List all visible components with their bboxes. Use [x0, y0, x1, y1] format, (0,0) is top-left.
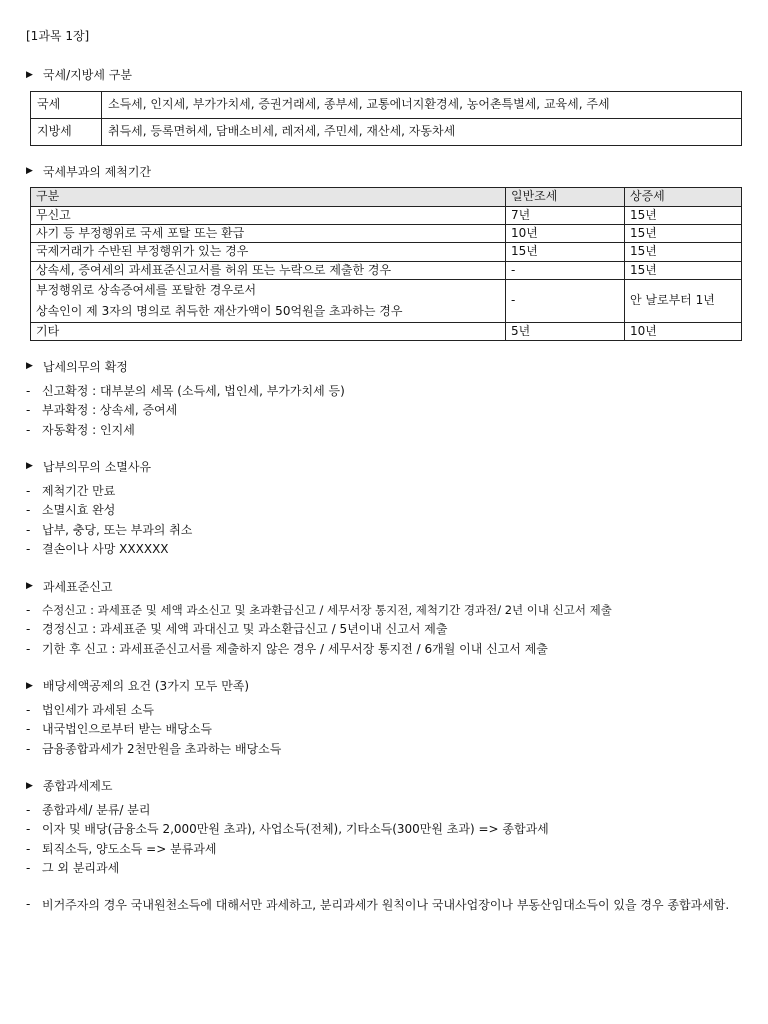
dash-marker: -	[26, 822, 31, 837]
list-item-text: 신고확정 : 대부분의 세목 (소득세, 법인세, 부가가치세 등)	[42, 383, 345, 398]
table-cell: 15년	[625, 224, 742, 242]
dash-marker: -	[26, 403, 31, 418]
list-item-text: 법인세가 과세된 소득	[42, 702, 154, 717]
triangle-bullet-icon: ▶	[26, 69, 33, 80]
exclusion-period-table	[30, 187, 742, 341]
table-cell: 기타	[31, 322, 506, 340]
section-heading-tax-determination	[26, 359, 742, 376]
list	[26, 702, 742, 761]
table-cell: 지방세	[31, 118, 102, 145]
list-item	[26, 422, 742, 442]
list-item	[26, 702, 742, 722]
table-row	[31, 261, 742, 279]
section-title: 과세표준신고	[42, 579, 113, 594]
section-heading-tax-classification	[26, 67, 742, 84]
list-item-text: 수정신고 : 과세표준 및 세액 과소신고 및 초과환급신고 / 세무서장 통지전, 제척기간 경과전/ 2년 이내 신고서 제출	[42, 602, 612, 617]
section-title: 배당세액공제의 요건 (3가지 모두 만족)	[42, 679, 250, 694]
section-title: 국세/지방세 구분	[42, 68, 132, 83]
list-item	[26, 541, 742, 561]
cell-line: 부정행위로 상속증여세를 포탈한 경우로서	[36, 283, 257, 298]
dash-marker: -	[26, 602, 31, 617]
list-item	[26, 402, 742, 422]
list-item-text: 제척기간 만료	[42, 483, 116, 498]
list	[26, 483, 742, 561]
table-cell: 10년	[625, 322, 742, 340]
table-header-cell: 구분	[31, 188, 506, 206]
table-row	[31, 280, 742, 323]
tax-classification-table	[30, 91, 742, 146]
section-title: 납세의무의 확정	[42, 360, 128, 375]
table-cell: -	[506, 280, 625, 323]
list-item	[26, 721, 742, 741]
dash-marker: -	[26, 422, 31, 437]
table-header-cell: 상증세	[625, 188, 742, 206]
list-item	[26, 383, 742, 403]
dash-marker: -	[26, 542, 31, 557]
dash-marker: -	[26, 641, 31, 656]
list	[26, 602, 742, 661]
table-cell: 취득세, 등록면허세, 담배소비세, 레저세, 주민세, 재산세, 자동차세	[102, 118, 742, 145]
section-heading-global-taxation	[26, 778, 742, 795]
list-item-text: 퇴직소득, 양도소득 => 분류과세	[42, 841, 217, 856]
section-heading-extinction-reasons	[26, 459, 742, 476]
triangle-bullet-icon: ▶	[26, 361, 33, 372]
list-item	[26, 602, 742, 622]
list-item	[26, 641, 742, 661]
triangle-bullet-icon: ▶	[26, 680, 33, 691]
dash-marker: -	[26, 383, 31, 398]
list-item-text: 금융종합과세가 2천만원을 초과하는 배당소득	[42, 741, 282, 756]
table-cell: 7년	[506, 206, 625, 224]
table-cell: 15년	[625, 206, 742, 224]
list-item-text: 기한 후 신고 : 과세표준신고서를 제출하지 않은 경우 / 세무서장 통지전 / 6개월 이내 신고서 제출	[42, 641, 548, 656]
dash-marker: -	[26, 722, 31, 737]
table-row	[31, 322, 742, 340]
note-text: 비거주자의 경우 국내원천소득에 대해서만 과세하고, 분리과세가 원칙이나 국내사업장이나 부동산임대소득이 있을 경우 종합과세함.	[42, 897, 730, 912]
list-item	[26, 802, 742, 822]
list-item	[26, 522, 742, 542]
list-item-text: 경정신고 : 과세표준 및 세액 과대신고 및 과소환급신고 / 5년이내 신고서 제출	[42, 622, 448, 637]
table-header-row	[31, 188, 742, 206]
list-item	[26, 841, 742, 861]
list-item-text: 소멸시효 완성	[42, 503, 116, 518]
section-heading-dividend-credit	[26, 678, 742, 695]
dash-marker: -	[26, 896, 31, 911]
dash-marker: -	[26, 741, 31, 756]
list-item	[26, 502, 742, 522]
table-row	[31, 243, 742, 261]
table-row	[31, 224, 742, 242]
table-cell: -	[506, 261, 625, 279]
list-item-text: 부과확정 : 상속세, 증여세	[42, 403, 178, 418]
list-item-text: 이자 및 배당(금융소득 2,000만원 초과), 사업소득(전체), 기타소득(300만원 초과) => 종합과세	[42, 822, 549, 837]
section-heading-tax-base-report	[26, 579, 742, 596]
section-title: 종합과세제도	[42, 779, 113, 794]
table-cell: 안 날로부터 1년	[625, 280, 742, 323]
section-title: 국세부과의 제척기간	[42, 164, 152, 179]
dash-marker: -	[26, 522, 31, 537]
table-row	[31, 91, 742, 118]
dash-marker: -	[26, 841, 31, 856]
dash-marker: -	[26, 861, 31, 876]
document-page	[26, 28, 742, 915]
list-item-text: 그 외 분리과세	[42, 861, 120, 876]
table-cell: 5년	[506, 322, 625, 340]
list-item	[26, 741, 742, 761]
section-title: 납부의무의 소멸사유	[42, 460, 152, 475]
table-cell: 사기 등 부정행위로 국세 포탈 또는 환급	[31, 224, 506, 242]
table-cell: 15년	[625, 243, 742, 261]
table-cell: 상속세, 증여세의 과세표준신고서를 허위 또는 누락으로 제출한 경우	[31, 261, 506, 279]
table-cell: 무신고	[31, 206, 506, 224]
table-row	[31, 118, 742, 145]
list-item	[26, 860, 742, 880]
chapter-label: [1과목 1장]	[26, 29, 90, 43]
dash-marker: -	[26, 483, 31, 498]
table-cell: 국세	[31, 91, 102, 118]
dash-marker: -	[26, 622, 31, 637]
list-item	[26, 821, 742, 841]
table-row	[31, 206, 742, 224]
triangle-bullet-icon: ▶	[26, 461, 33, 472]
list	[26, 383, 742, 442]
table-cell: 소득세, 인지세, 부가가치세, 증권거래세, 종부세, 교통에너지환경세, 농어촌특별세, 교육세, 주세	[102, 91, 742, 118]
non-resident-note	[26, 896, 742, 915]
table-cell	[31, 280, 506, 323]
list-item	[26, 483, 742, 503]
list-item-text: 자동확정 : 인지세	[42, 422, 135, 437]
list-item-text: 납부, 충당, 또는 부과의 취소	[42, 522, 193, 537]
triangle-bullet-icon: ▶	[26, 780, 33, 791]
table-cell: 10년	[506, 224, 625, 242]
table-cell: 15년	[625, 261, 742, 279]
section-heading-exclusion-period	[26, 164, 742, 181]
list-item-text: 종합과세/ 분류/ 분리	[42, 802, 151, 817]
list	[26, 802, 742, 880]
dash-marker: -	[26, 802, 31, 817]
triangle-bullet-icon: ▶	[26, 165, 33, 176]
list-item	[26, 621, 742, 641]
table-cell: 15년	[506, 243, 625, 261]
dash-marker: -	[26, 702, 31, 717]
list-item-text: 결손이나 사망 XXXXXX	[42, 542, 169, 557]
list-item-text: 내국법인으로부터 받는 배당소득	[42, 722, 212, 737]
table-header-cell: 일반조세	[506, 188, 625, 206]
dash-marker: -	[26, 503, 31, 518]
triangle-bullet-icon: ▶	[26, 580, 33, 591]
cell-line: 상속인이 제 3자의 명의로 취득한 재산가액이 50억원을 초과하는 경우	[36, 303, 403, 318]
table-cell: 국제거래가 수반된 부정행위가 있는 경우	[31, 243, 506, 261]
